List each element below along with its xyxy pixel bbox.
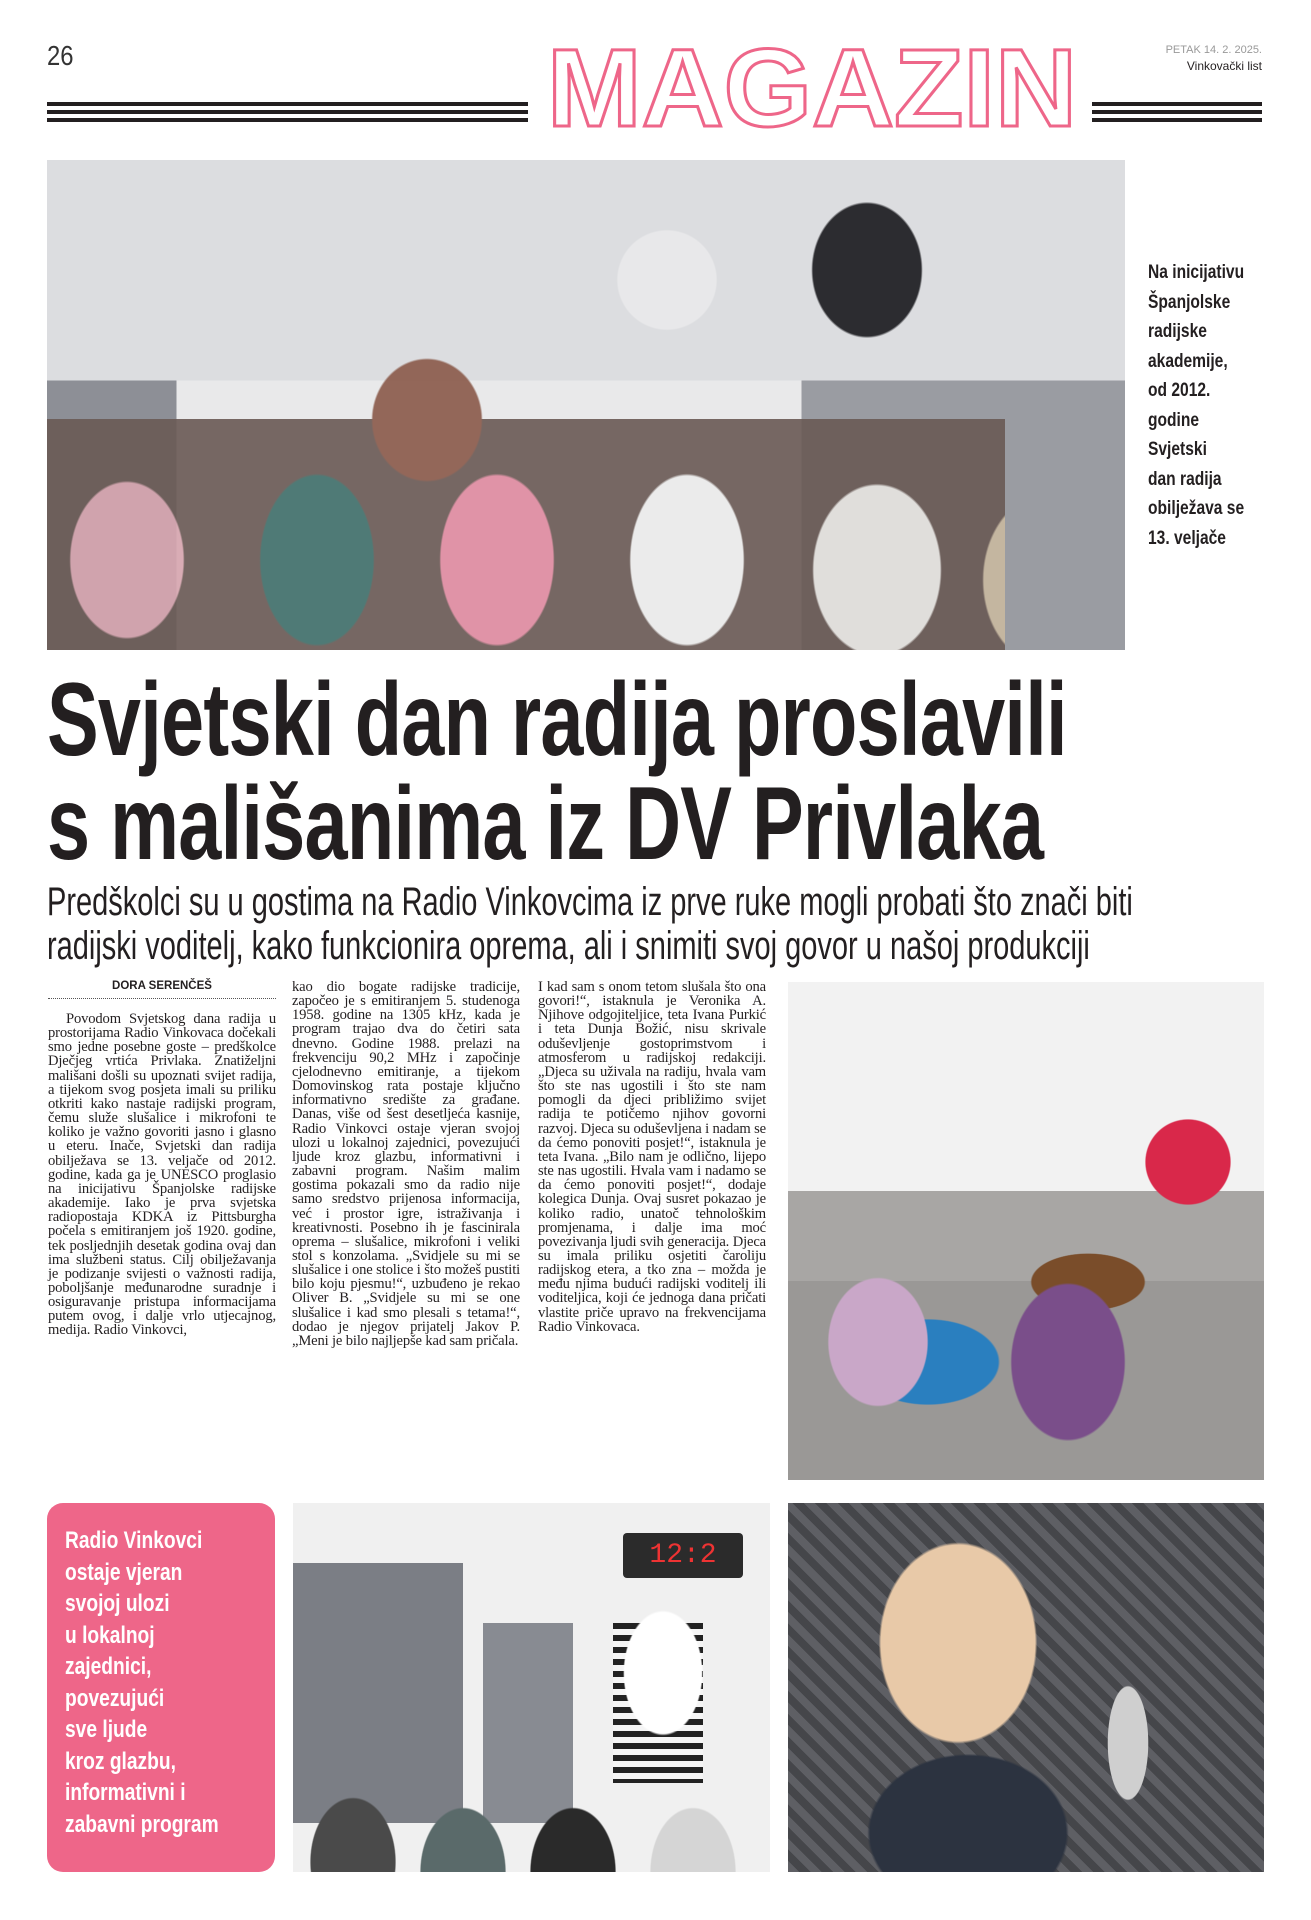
article-column-3: I kad sam s onom tetom slušala što ona govori!“, istaknula je Veronika A. Njihove odgojiteljice, teta Ivana Purkić i teta Dunja Božić, nisu skrivale oduševljenje gostoprimstvom i atmosferom u radijskoj redakciji. „Djeca su uživala na radiju, hvala vam što ste nas ugostili i što ste nam pomogli da djeci približimo svijet radija te potičemo njihov govorni razvoj. Djeca su oduševljena i nadam se da ćemo ponoviti posjet!“, istaknula je teta Ivana. „Bilo nam je odlično, lijepo ste nas ugostili. Hvala vam i nadamo se da ćemo ponoviti posjet!“, dodaje kolegica Dunja. Ovaj susret pokazao je koliko radio, unatoč tehnološkim promjenama, i dalje ima moć povezivanja ljudi svih generacija. Djeca su imala priliku osjetiti čaroliju radijskog etera, a tko zna – možda je među njima budući radijski voditelj ili voditeljica, koji će jednoga dana pričati vlastite priče upravo na frekvencijama Radio Vinkovaca. <box>538 979 766 1335</box>
photo-kids-sitting-on-floor <box>788 982 1264 1480</box>
issue-date: PETAK 14. 2. 2025. <box>1165 44 1262 56</box>
caption-line: 13. veljače <box>1148 527 1226 549</box>
photo-boy-at-microphone <box>788 1503 1264 1872</box>
pullquote-line: informativni i <box>65 1779 186 1806</box>
headline-line-2: s mališanima iz DV Privlaka <box>47 766 1044 882</box>
pullquote-box <box>47 1503 275 1872</box>
author-byline: DORA SERENČEŠ <box>48 980 276 999</box>
caption-line: od 2012. <box>1148 380 1211 401</box>
caption-line: Svjetski <box>1148 439 1207 460</box>
headline-line-1: Svjetski dan radija proslavili <box>47 662 1067 778</box>
pullquote-line: zabavni program <box>65 1810 219 1838</box>
caption-line: Na inicijativu <box>1148 262 1245 283</box>
header-rule-right <box>1092 102 1262 126</box>
caption-line: obilježava se <box>1148 498 1245 519</box>
pullquote-line: Radio Vinkovci <box>65 1527 203 1554</box>
pullquote-line: povezujući <box>65 1684 165 1712</box>
subheadline-line-1: Predškolci su u gostima na Radio Vinkovcima iz prve ruke mogli probati što znači biti <box>47 880 1133 924</box>
photo-studio-dancing <box>293 1503 770 1872</box>
caption-line: godine <box>1148 409 1200 431</box>
main-photo-kids-in-studio <box>47 160 1125 650</box>
article-column-2: kao dio bogate radijske tradicije, započeo je s emitiranjem 5. studenoga 1958. godine na 1305 kHz, kada je program trajao dva do četiri sata dnevno. Godine 1988. prelazi na frekvenciju 90,2 MHz i započinje cjelodnevno emitiranje, a tijekom Domovinskog rata postaje ključno informativno središte za građane. Danas, više od šest desetljeća kasnije, Radio Vinkovci ostaje vjeran svojoj ulozi u lokalnoj zajednici, povezujući ljude kroz glazbu, informativni i zabavni program. Našim malim gostima pokazali smo da radio nije samo sredstvo prijenosa informacija, već i prostor igre, istraživanja i kreativnosti. Posebno ih je fascinirala oprema – slušalice, mikrofoni i veliki stol s konzolama. „Svidjele su mi se slušalice i one stolice i što možeš pustiti bilo koju pjesmu!“, uzbuđeno je rekao Oliver B. „Svidjele su mi se one slušalice i kad smo plesali s tetama!“, dodao je njegov prijatelj Jakov P. „Meni je bilo najljepše kad sam pričala. <box>292 979 520 1349</box>
publication-name: Vinkovački list <box>1186 59 1262 73</box>
pullquote-line: sve ljude <box>65 1716 148 1743</box>
caption-line: akademije, <box>1148 350 1228 372</box>
logo-text: MAGAZIN <box>547 40 1077 132</box>
article-column-1: Povodom Svjetskog dana radija u prostorijama Radio Vinkovaca dočekali smo jedne posebne goste – predškolce Dječjeg vrtića Privlaka. Znatiželjni mališani došli su upoznati svijet radija, a tijekom svog posjeta imali su priliku otkriti kako nastaje radijski program, čemu služe slušalice i mikrofoni te koliko je važno govoriti jasno i glasno u eteru. Inače, Svjetski dan radija obilježava se 13. veljače od 2012. godine, kada ga je UNESCO proglasio na inicijativu Španjolske radijske akademije. Iako je prva svjetska radiopostaja KDKA iz Pittsburgha počela s emitiranjem još 1920. godine, tek posljednjih desetak godina ovaj dan ima službeni status. Cilj obilježavanja je podizanje svijesti o važnosti radija, poboljšanje međunarodne suradnje i osiguravanje pristupa informacijama putem ovog, i dalje vrlo utjecajnog, medija. Radio Vinkovci, <box>48 1011 276 1339</box>
caption-line: radijske <box>1148 321 1207 342</box>
pullquote-line: zajednici, <box>65 1653 152 1680</box>
magazin-logo <box>545 40 1080 132</box>
subheadline-line-2: radijski voditelj, kako funkcionira oprema, ali i snimiti svoj govor u našoj produkciji <box>47 924 1090 968</box>
caption-line: Španjolske <box>1148 291 1231 313</box>
caption-line: dan radija <box>1148 468 1222 490</box>
photo-caption <box>1148 258 1246 553</box>
pullquote-line: ostaje vjeran <box>65 1558 183 1586</box>
page-number: 26 <box>47 40 74 71</box>
issue-info <box>1166 44 1262 73</box>
studio-clock: 12:2 <box>623 1533 743 1578</box>
pullquote-line: kroz glazbu, <box>65 1747 176 1775</box>
header-rule-left <box>47 102 528 126</box>
pullquote-line: u lokalnoj <box>65 1621 155 1649</box>
pullquote-line: svojoj ulozi <box>65 1590 170 1617</box>
